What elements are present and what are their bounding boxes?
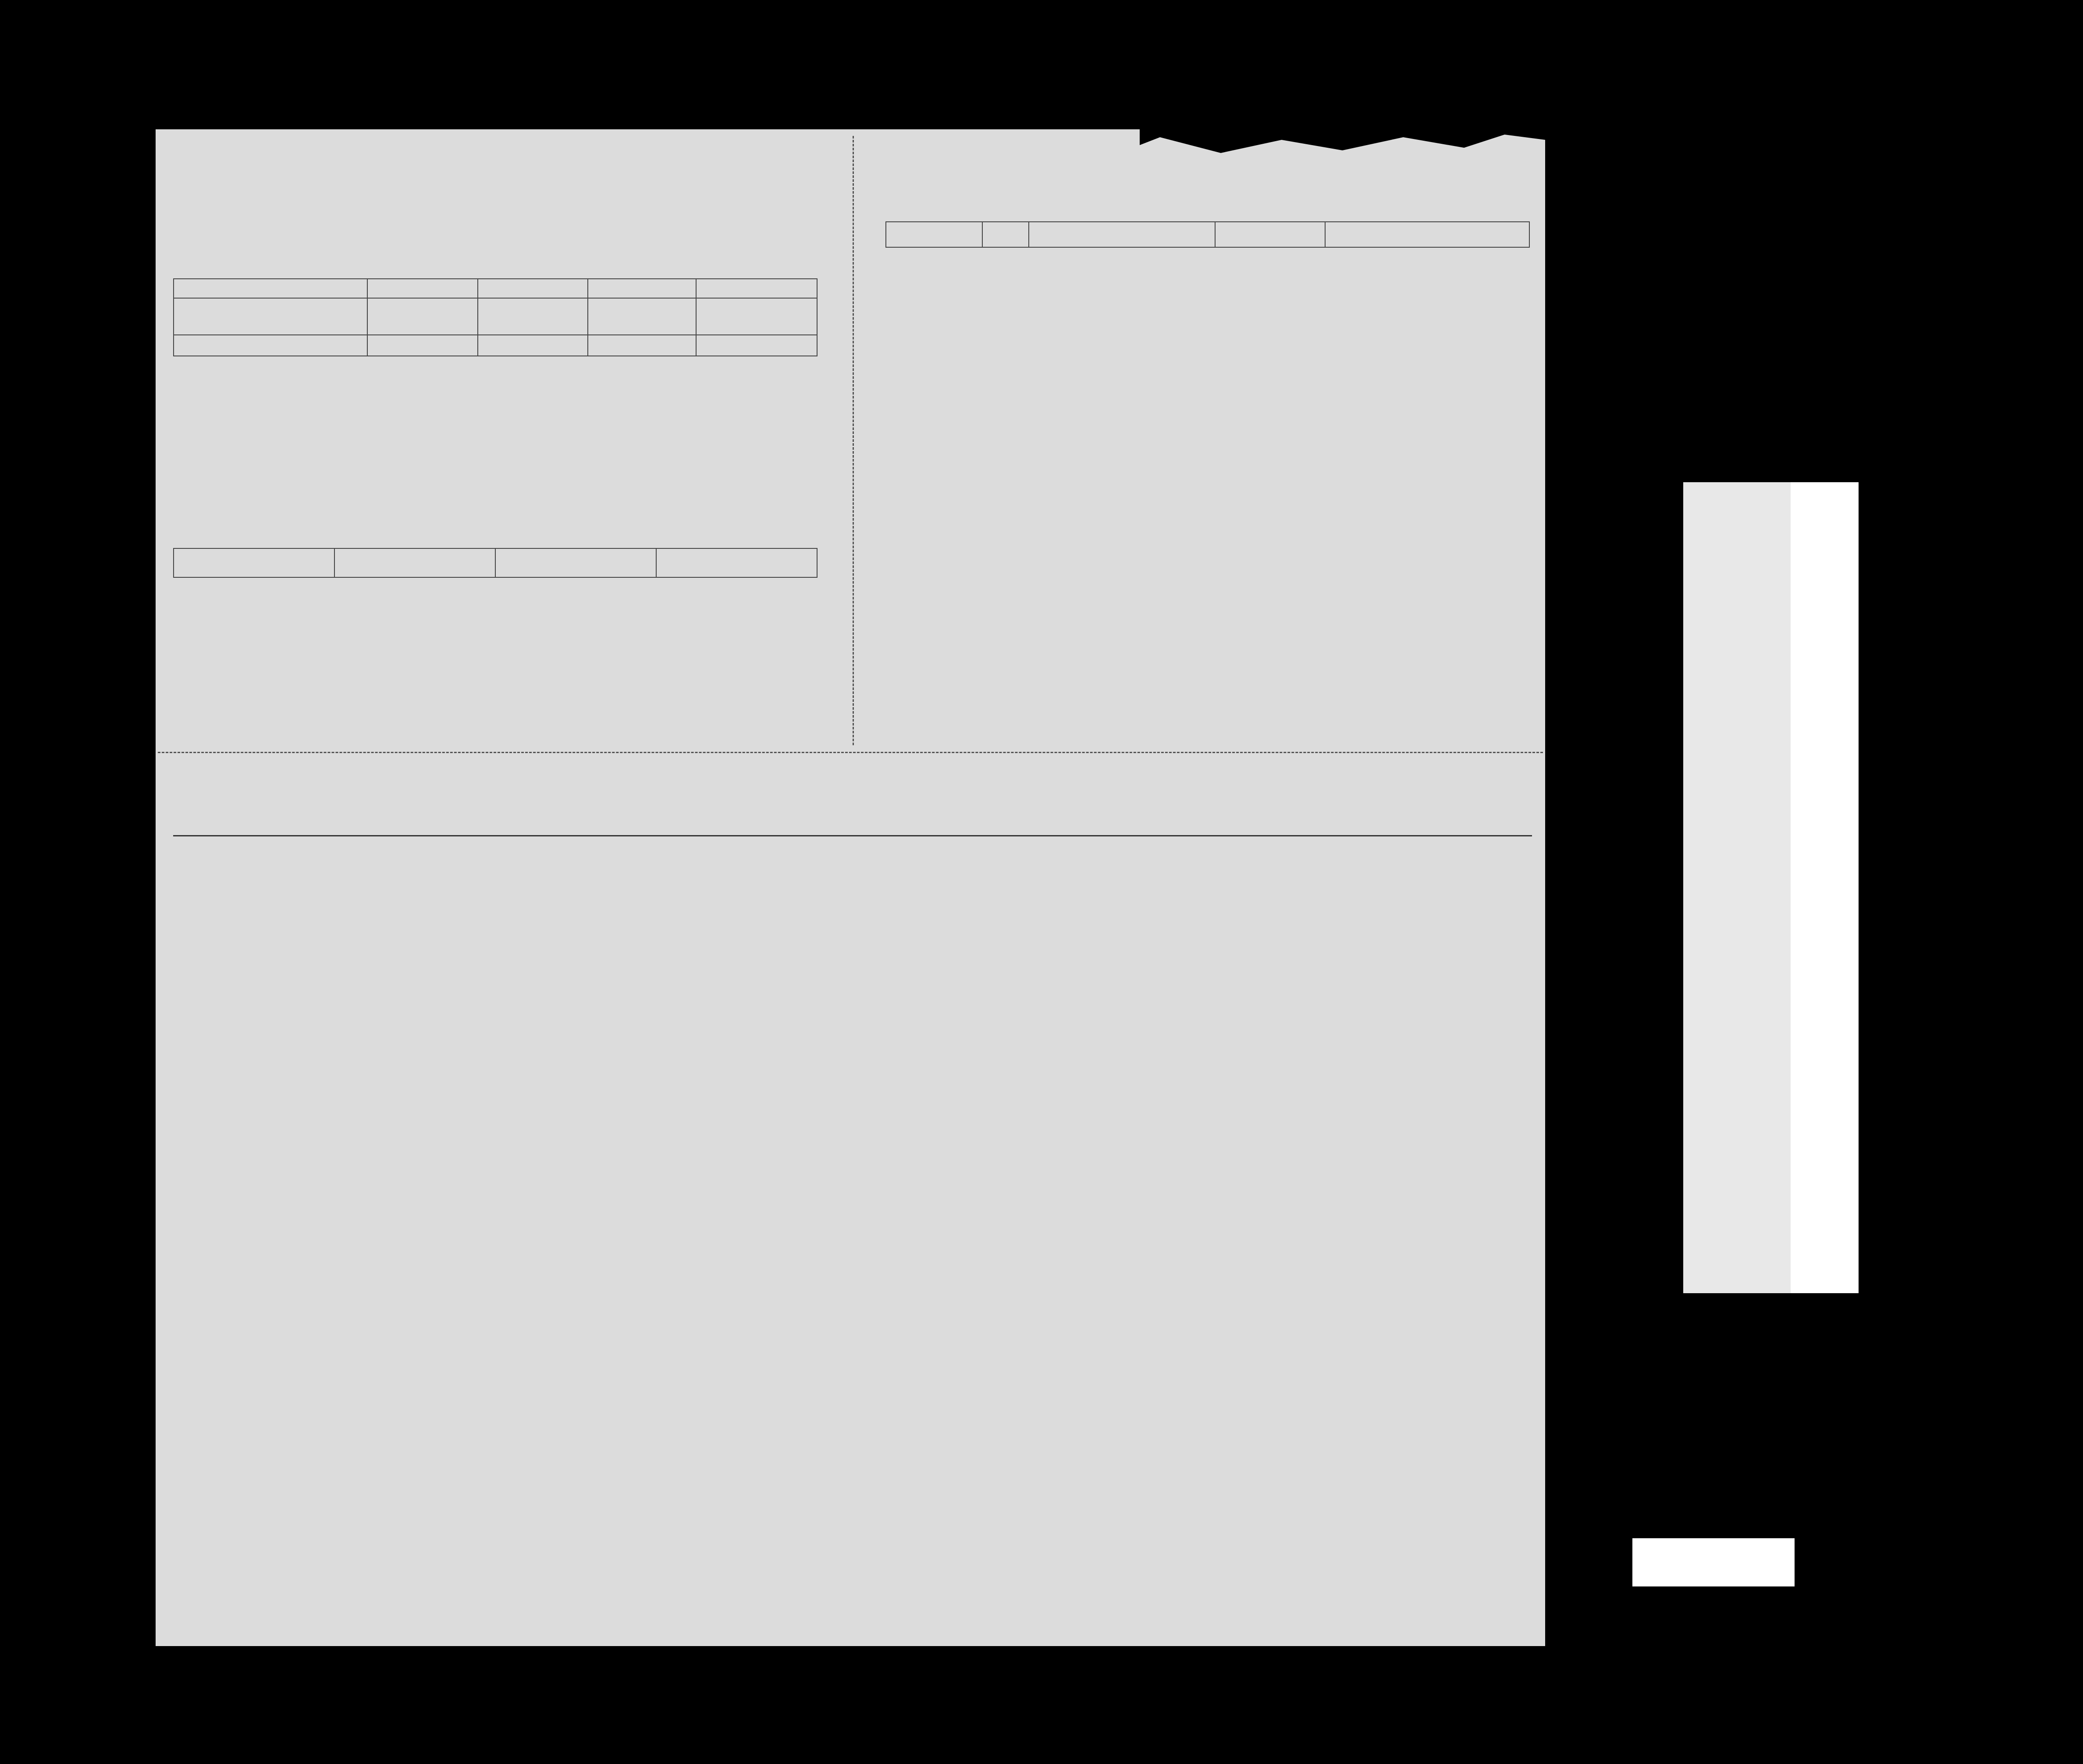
part-c-head [982, 222, 1029, 247]
col-head-rank [174, 298, 367, 335]
total-strength [478, 335, 588, 356]
field-return-sheet [156, 129, 1545, 1646]
col-head-we [367, 298, 478, 335]
part-b-table [173, 548, 818, 578]
total-reinforcements [696, 335, 817, 356]
fold-line-vertical [853, 136, 854, 745]
col-number [174, 279, 367, 298]
totals-label [174, 335, 367, 356]
col-number [588, 279, 696, 298]
part-b-head [334, 548, 495, 577]
total-surplus [588, 335, 696, 356]
part-c-head [1325, 222, 1529, 247]
col-number [696, 279, 817, 298]
part-c-head [886, 222, 982, 247]
part-a-table [173, 278, 818, 356]
part-c-table [885, 221, 1530, 248]
col-head-surplus [588, 298, 696, 335]
archive-label-stripe [1791, 482, 1859, 1293]
col-number [367, 279, 478, 298]
fold-line-horizontal [158, 752, 1543, 753]
col-head-reinforcements [696, 298, 817, 335]
col-number [478, 279, 588, 298]
total-we [367, 335, 478, 356]
part-b-head [495, 548, 656, 577]
col-head-strength [478, 298, 588, 335]
part-b-head [174, 548, 334, 577]
part-b-head [656, 548, 817, 577]
part-c-head [1029, 222, 1215, 247]
part-c-head [1215, 222, 1325, 247]
page-tag [1631, 1536, 1796, 1588]
